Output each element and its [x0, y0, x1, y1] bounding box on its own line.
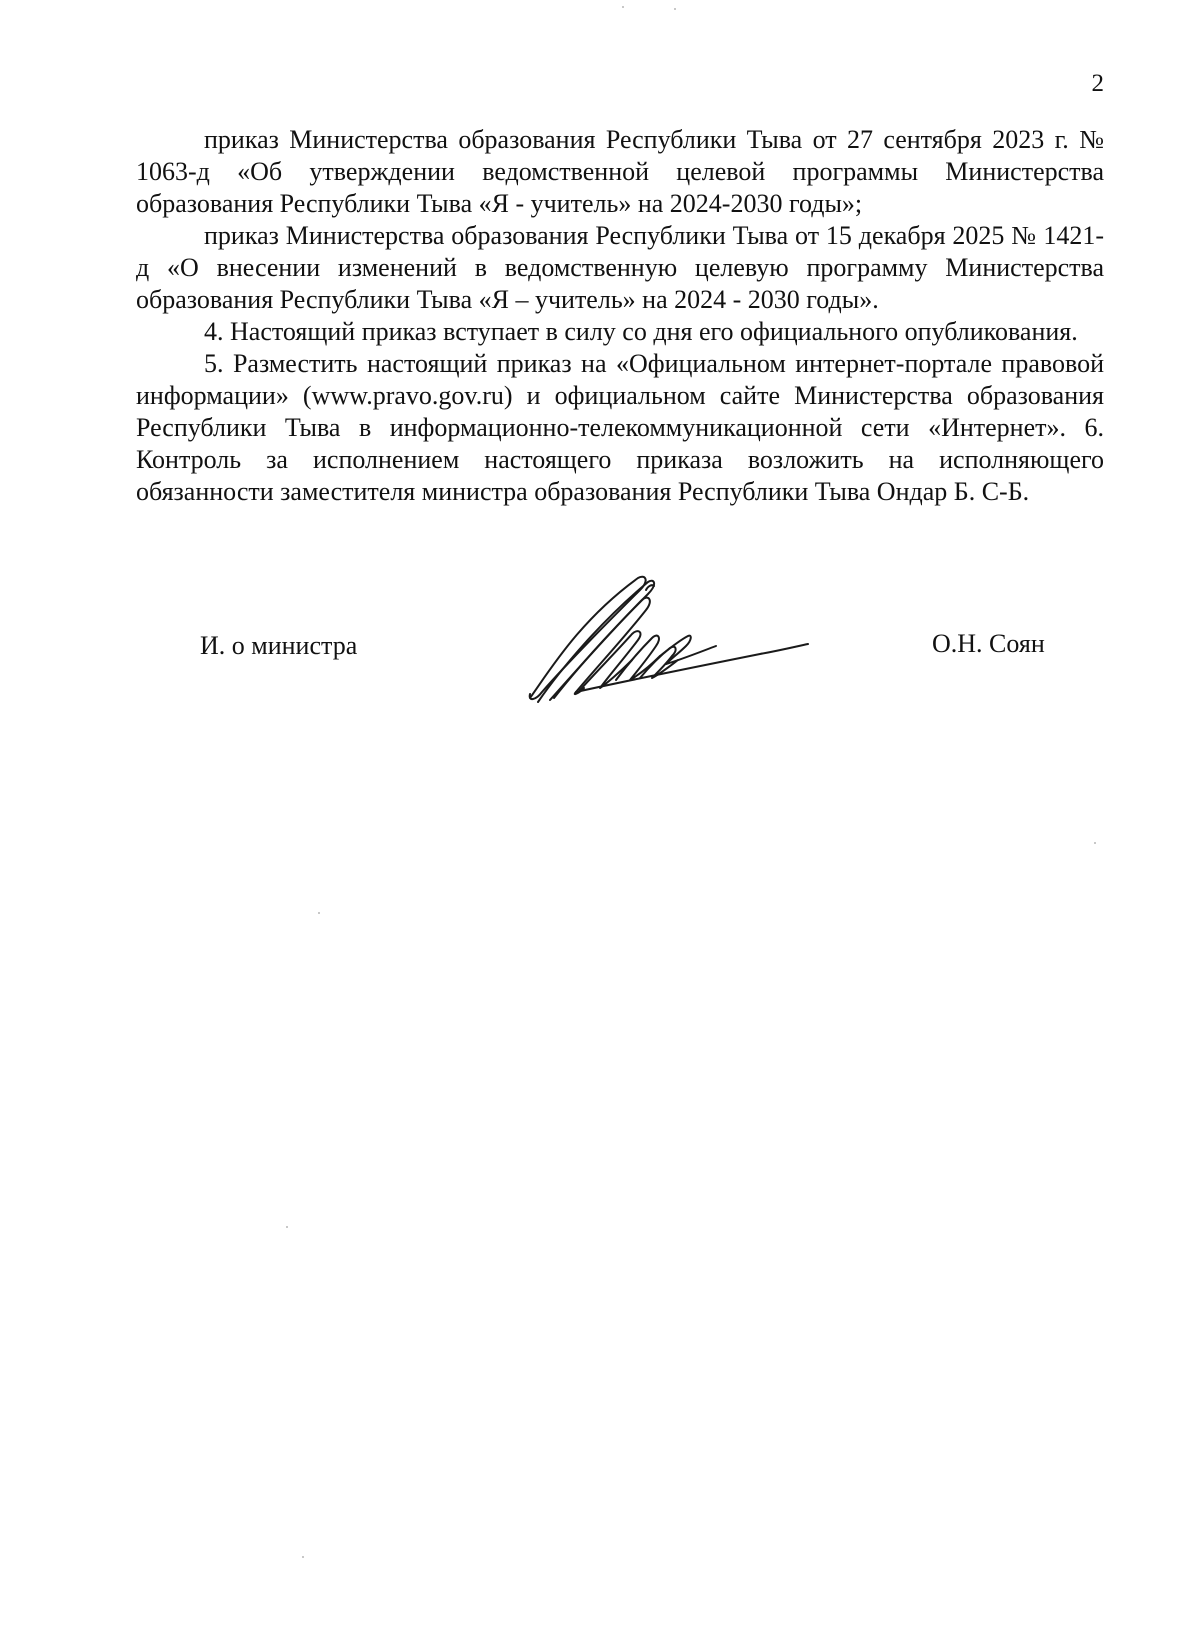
scan-speck [674, 8, 676, 10]
signatory-name: О.Н. Соян [932, 629, 1045, 658]
paragraph-order-1063: приказ Министерства образования Республики Тыва от 27 сентября 2023 г. № 1063-д «Об утверждении ведомственной целевой программы Министерства образования Республики Тыва «Я - учитель» на 2024-2030 годы»; [136, 125, 1104, 218]
document-body [136, 124, 1104, 508]
scan-speck [622, 6, 624, 8]
paragraph-item-4: 4. Настоящий приказ вступает в силу со дня его официального опубликования. [204, 317, 1078, 346]
scan-speck [318, 912, 320, 914]
paragraph-item-5: 5. Разместить настоящий приказ на «Официальном интернет-портале правовой информации» (www.pravo.gov.ru) и официальном сайте Министерства образования Республики Тыва в информационно-телекоммуникационной сети «Интернет». 6. Контроль за исполнением настоящего приказа возложить на исполняющего обязанности заместителя министра образования Республики Тыва Ондар Б. С-Б. [136, 349, 1104, 506]
signature-block [0, 560, 1200, 720]
paragraph-order-1421: приказ Министерства образования Республики Тыва от 15 декабря 2025 № 1421-д «О внесении изменений в ведомственную целевую программу Министерства образования Республики Тыва «Я – учитель» на 2024 - 2030 годы». [136, 221, 1104, 314]
handwritten-signature [520, 560, 810, 710]
scan-speck [1094, 842, 1096, 844]
scan-speck [302, 1556, 304, 1558]
page-number: 2 [1091, 70, 1104, 97]
signatory-position: И. о министра [200, 631, 358, 660]
scan-speck [286, 1226, 288, 1228]
